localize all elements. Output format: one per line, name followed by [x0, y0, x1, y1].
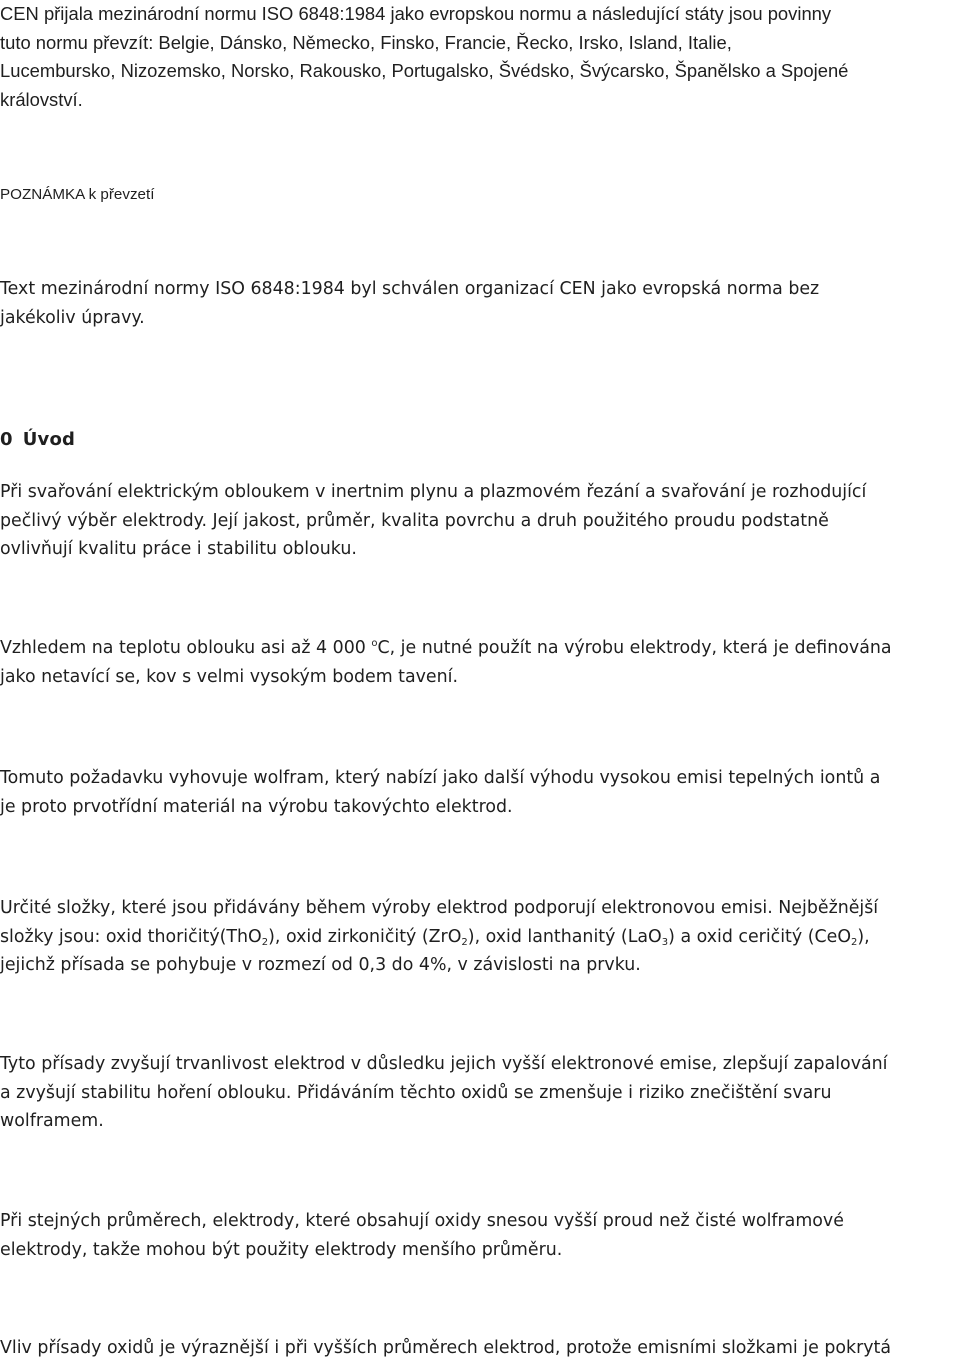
text-line: Určité složky, které jsou přidávány během výroby elektrod podporují elektronovou emisi. Nejběžnější: [0, 898, 879, 918]
note-label-text: POZNÁMKA k převzetí: [0, 186, 155, 203]
text-line: CEN přijala mezinárodní normu ISO 6848:1984 jako evropskou normu a následující státy jsou povinny: [0, 3, 832, 24]
subscript: 2: [261, 936, 269, 948]
text-segment: ) a oxid ceričitý (CeO: [668, 926, 852, 947]
degree-superscript: o: [371, 638, 378, 649]
subscript: 2: [461, 936, 468, 948]
text-line: Tyto přísady zvyšují trvanlivost elektrod v důsledku jejich vyšší elektronové emise, zlepšují zapalování: [0, 1054, 888, 1074]
text-line: jejichž přísada se pohybuje v rozmezí od 0,3 do 4%, v závislosti na prvku.: [0, 955, 641, 976]
text-line: pečlivý výběr elektrody. Její jakost, průměr, kvalita povrchu a druh použitého proudu podstatně: [0, 510, 829, 531]
text-line: elektrody, takže mohou být použity elektrody menšího průměru.: [0, 1239, 563, 1260]
note-label: [0, 181, 960, 210]
paragraph-6: [0, 1207, 960, 1264]
text-segment: složky jsou: oxid thoričitý(ThO: [0, 926, 262, 947]
text-segment: Vzhledem na teplotu oblouku asi až 4 000: [0, 638, 372, 658]
text-line: Při svařování elektrickým obloukem v inertnim plynu a plazmovém řezání a svařování je rozhodující: [0, 482, 867, 502]
section-number: 0: [0, 429, 13, 450]
paragraph-2: [0, 634, 960, 691]
text-line: jakékoliv úpravy.: [0, 307, 145, 328]
text-line: Vliv přísady oxidů je výraznější i při vyšších průměrech elektrod, protože emisními složkami je pokrytá: [0, 1338, 892, 1358]
text-segment: ),: [857, 926, 870, 947]
text-line: království.: [0, 89, 83, 111]
text-line: [0, 634, 960, 663]
text-line: tuto normu převzít: Belgie, Dánsko, Německo, Finsko, Francie, Řecko, Irsko, Island, Italie,: [0, 31, 732, 53]
paragraph-5: [0, 1050, 960, 1136]
section-title: Úvod: [22, 429, 76, 450]
paragraph-3: [0, 764, 960, 821]
text-line: Tomuto požadavku vyhovuje wolfram, který nabízí jako další výhodu vysokou emisi tepelných iontů a: [0, 768, 881, 788]
subscript: 3: [661, 936, 669, 948]
text-line: ovlivňují kvalitu práce i stabilitu oblouku.: [0, 539, 357, 560]
text-line: Při stejných průměrech, elektrody, které obsahují oxidy snesou vyšší proud než čisté wolframové: [0, 1211, 844, 1231]
text-segment: ), oxid lanthanitý (LaO: [467, 926, 662, 947]
text-line: je proto prvotřídní materiál na výrobu takovýchto elektrod.: [0, 796, 513, 817]
subscript: 2: [851, 936, 858, 948]
text-line: a zvyšují stabilitu hoření oblouku. Přidáváním těchto oxidů se zmenšuje i riziko znečištění svaru: [0, 1082, 832, 1103]
note-paragraph: [0, 275, 960, 332]
text-line: wolframem.: [0, 1111, 104, 1132]
paragraph-1: [0, 478, 960, 564]
text-line: jako netavící se, kov s velmi vysokým bodem tavení.: [0, 666, 459, 687]
paragraph-7: [0, 1334, 960, 1363]
text-line: Lucembursko, Nizozemsko, Norsko, Rakousko, Portugalsko, Švédsko, Švýcarsko, Španělsko a Spojené: [0, 60, 849, 82]
section-heading: [0, 426, 960, 455]
intro-paragraph: [0, 0, 960, 115]
text-line: Text mezinárodní normy ISO 6848:1984 byl schválen organizací CEN jako evropská norma bez: [0, 279, 820, 299]
paragraph-4: [0, 894, 960, 980]
text-segment: C, je nutné použít na výrobu elektrody, která je definována: [377, 638, 892, 658]
text-segment: ), oxid zirkoničitý (ZrO: [268, 926, 462, 947]
text-line: [0, 923, 960, 952]
